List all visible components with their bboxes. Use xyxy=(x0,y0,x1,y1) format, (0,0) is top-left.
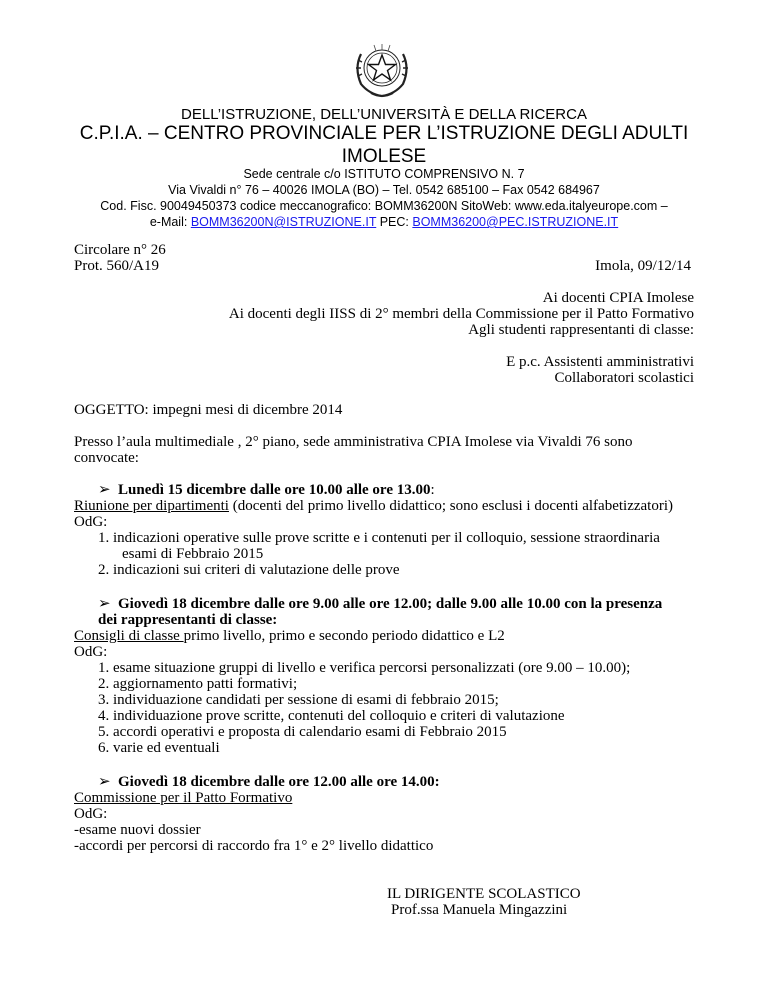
email-link[interactable]: BOMM36200N@ISTRUZIONE.IT xyxy=(190,215,377,229)
signature-name: Prof.ssa Manuela Mingazzini xyxy=(391,902,568,918)
section-1-title xyxy=(74,498,673,514)
address-line: Via Vivaldi n° 76 – 40026 IMOLA (BO) – Tel. 0542 685100 – Fax 0542 684967 xyxy=(168,183,600,197)
center-name-line2: IMOLESE xyxy=(341,146,427,167)
section-1-title-rest: (docenti del primo livello didattico; sono esclusi i docenti alfabetizzatori) xyxy=(228,498,673,514)
ministry-line: DELL’ISTRUZIONE, DELL’UNIVERSITÀ E DELLA RICERCA xyxy=(181,106,587,123)
place-date: Imola, 09/12/14 xyxy=(595,258,691,274)
agenda-item: 3. individuazione candidati per sessione di esami di febbraio 2015; xyxy=(98,692,499,708)
arrow-bullet-icon: ➢ xyxy=(98,774,111,790)
republic-emblem-icon xyxy=(349,38,415,100)
section-2-heading-cont: dei rappresentanti di classe: xyxy=(98,612,278,628)
section-1-date: Lunedì 15 dicembre dalle ore 10.00 alle ore 13.00 xyxy=(118,482,431,498)
intro-line: convocate: xyxy=(74,450,139,466)
signature-role: IL DIRIGENTE SCOLASTICO xyxy=(387,886,581,902)
section-heading-1 xyxy=(98,482,435,498)
agenda-item: 5. accordi operativi e proposta di calendario esami di Febbraio 2015 xyxy=(98,724,507,740)
cc-line: Collaboratori scolastici xyxy=(554,370,694,386)
pec-link[interactable]: BOMM36200@PEC.ISTRUZIONE.IT xyxy=(412,215,619,229)
agenda-item: -esame nuovi dossier xyxy=(74,822,201,838)
section-3-title: Commissione per il Patto Formativo xyxy=(74,790,293,806)
center-name-line1: C.P.I.A. – CENTRO PROVINCIALE PER L’ISTRUZIONE DEGLI ADULTI xyxy=(79,123,689,144)
section-heading-2 xyxy=(98,596,662,612)
agenda-item: 6. varie ed eventuali xyxy=(98,740,220,756)
recipient-line: Ai docenti degli IISS di 2° membri della Commissione per il Patto Formativo xyxy=(228,306,694,322)
protocol-number: Prot. 560/A19 xyxy=(74,258,160,274)
agenda-item: 4. individuazione prove scritte, contenuti del colloquio e criteri di valutazione xyxy=(98,708,565,724)
recipient-line: Ai docenti CPIA Imolese xyxy=(542,290,694,306)
section-2-title-rest: primo livello, primo e secondo periodo didattico e L2 xyxy=(183,628,505,644)
recipient-line: Agli studenti rappresentanti di classe: xyxy=(468,322,694,338)
section-1-odg: OdG: xyxy=(74,514,108,530)
subject-line: OGGETTO: impegni mesi di dicembre 2014 xyxy=(74,402,343,418)
seat-line: Sede centrale c/o ISTITUTO COMPRENSIVO N. 7 xyxy=(243,167,525,181)
section-1-colon: : xyxy=(430,482,435,498)
arrow-bullet-icon: ➢ xyxy=(98,596,111,612)
section-2-title xyxy=(74,628,505,644)
agenda-item: 2. aggiornamento patti formativi; xyxy=(98,676,298,692)
section-heading-3 xyxy=(98,774,440,790)
cc-line: E p.c. Assistenti amministrativi xyxy=(506,354,694,370)
section-3-odg: OdG: xyxy=(74,806,108,822)
agenda-item: 2. indicazioni sui criteri di valutazione delle prove xyxy=(98,562,400,578)
section-3-date: Giovedì 18 dicembre dalle ore 12.00 alle ore 14.00: xyxy=(118,774,440,790)
section-2-odg: OdG: xyxy=(74,644,108,660)
section-2-title-underlined: Consigli di classe xyxy=(74,628,184,644)
pec-label: PEC: xyxy=(376,215,413,229)
arrow-bullet-icon: ➢ xyxy=(98,482,111,498)
agenda-item: 1. indicazioni operative sulle prove scritte e i contenuti per il colloquio, sessione straordinaria xyxy=(98,530,660,546)
intro-line: Presso l’aula multimediale , 2° piano, sede amministrativa CPIA Imolese via Vivaldi 76 sono xyxy=(74,434,633,450)
circolare-number: Circolare n° 26 xyxy=(74,242,166,258)
section-2-date: Giovedì 18 dicembre dalle ore 9.00 alle ore 12.00; dalle 9.00 alle 10.00 con la presenza xyxy=(118,596,663,612)
email-label: e-Mail: xyxy=(149,215,191,229)
agenda-item-continued: esami di Febbraio 2015 xyxy=(122,546,264,562)
agenda-item: 1. esame situazione gruppi di livello e verifica percorsi personalizzati (ore 9.00 – 10.00); xyxy=(98,660,631,676)
section-1-title-underlined: Riunione per dipartimenti xyxy=(74,498,229,514)
email-line xyxy=(0,214,768,230)
agenda-item: -accordi per percorsi di raccordo fra 1° e 2° livello didattico xyxy=(74,838,434,854)
fiscal-line: Cod. Fisc. 90049450373 codice meccanografico: BOMM36200N SitoWeb: www.eda.italyeurope.com – xyxy=(100,199,668,213)
